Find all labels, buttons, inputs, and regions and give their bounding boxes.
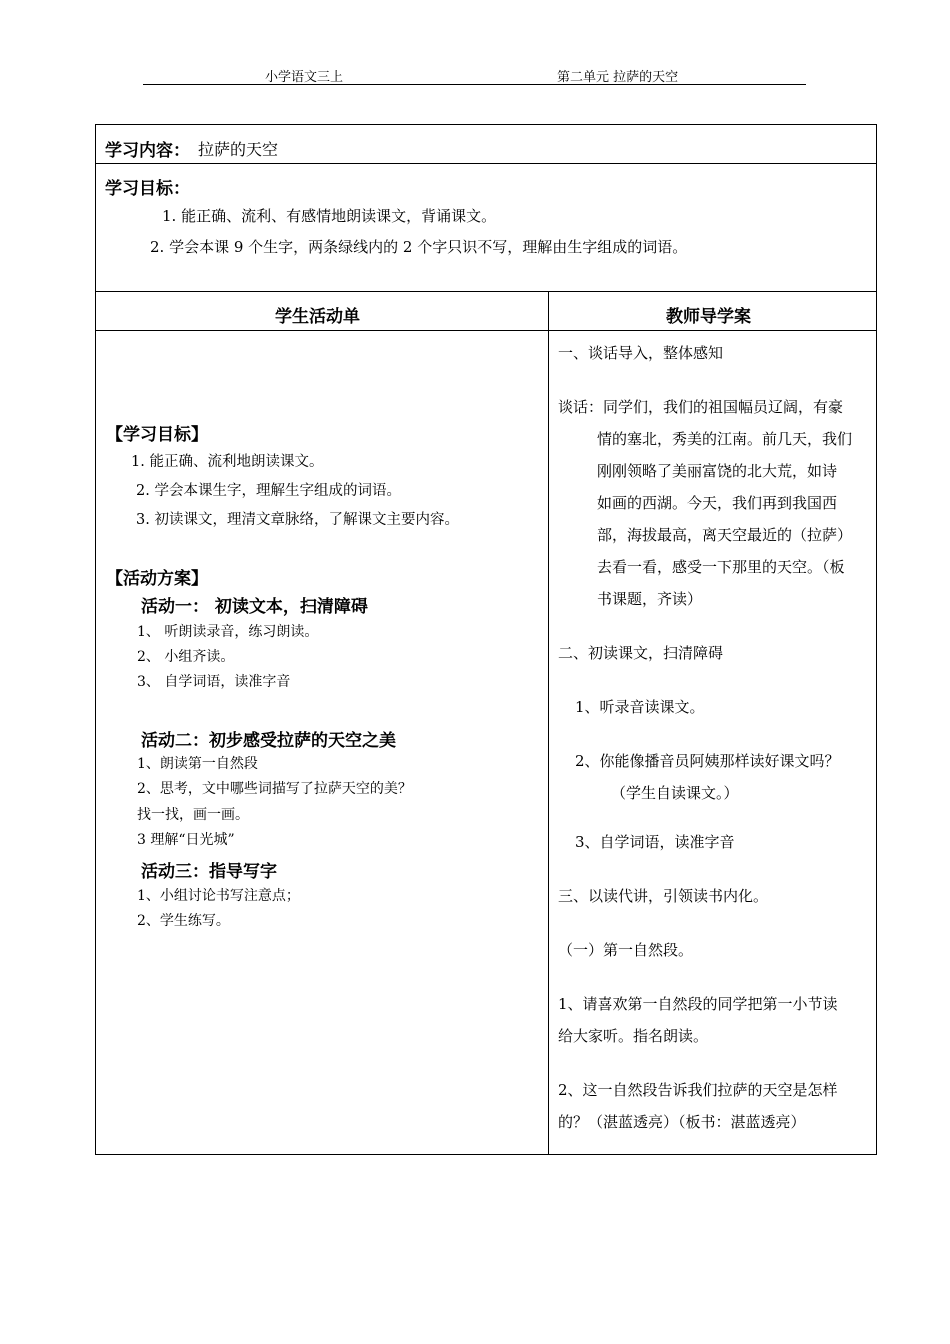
activity3-title: 活动三：指导写字 [141,862,277,882]
teacher-line: 三、以读代讲，引领读书内化。 [558,887,769,905]
header-rule [143,84,806,85]
teacher-line: 二、初读课文，扫清障碍 [558,644,724,662]
content-value: 拉萨的天空 [198,140,279,159]
teacher-line: 如画的西湖。今天，我们再到我国西 [597,494,838,512]
student-goal-item: 2. 学会本课生字，理解生字组成的词语。 [136,483,401,499]
header-right: 第二单元 拉萨的天空 [557,70,679,85]
goals-label: 学习目标： [105,179,190,199]
activity1-item: 2、 小组齐读。 [137,649,235,665]
teacher-line: 情的塞北，秀美的江南。前几天，我们 [597,430,853,448]
header-left: 小学语文三上 [265,70,344,85]
student-column-title: 学生活动单 [275,307,360,327]
activity2-item: 1、朗读第一自然段 [137,756,258,772]
activity2-item: 找一找，画一画。 [137,807,249,823]
goal-item: 2. 学会本课 9 个生字，两条绿线内的 2 个字只识不写，理解由生字组成的词语。 [150,238,688,256]
activity1-item: 3、 自学词语，读准字音 [137,674,291,690]
goal-item: 1. 能正确、流利、有感情地朗读课文，背诵课文。 [162,207,497,225]
student-goals-heading: 【学习目标】 [106,425,208,445]
activity3-item: 1、小组讨论书写注意点； [137,888,300,904]
activity3-item: 2、学生练写。 [137,913,230,929]
activity1-title: 活动一： 初读文本，扫清障碍 [141,597,368,617]
goals-row [95,163,877,292]
teacher-line: （一）第一自然段。 [558,941,694,959]
teacher-line: 2、你能像播音员阿姨那样读好课文吗？ [575,752,840,770]
teacher-line: 的？（湛蓝透亮）（板书：湛蓝透亮） [558,1113,806,1131]
teacher-column-title: 教师导学案 [666,307,751,327]
teacher-line: 一、谈话导入，整体感知 [558,344,724,362]
activity2-item: 3 理解“日光城” [137,832,235,848]
teacher-line: 2、这一自然段告诉我们拉萨的天空是怎样 [558,1081,838,1099]
activity2-title: 活动二：初步感受拉萨的天空之美 [141,731,396,751]
teacher-line: 部，海拔最高，离天空最近的（拉萨） [597,526,853,544]
activity2-item: 2、思考，文中哪些词描写了拉萨天空的美？ [137,781,412,797]
teacher-line: （学生自读课文。） [611,784,739,802]
teacher-line: 去看一看，感受一下那里的天空。（板 [597,558,845,576]
content-label: 学习内容： [105,141,190,161]
student-goal-item: 3. 初读课文，理清文章脉络，了解课文主要内容。 [136,512,459,528]
teacher-line: 书课题，齐读） [597,590,703,608]
teacher-line: 1、请喜欢第一自然段的同学把第一小节读 [558,995,838,1013]
student-goal-item: 1. 能正确、流利地朗读课文。 [131,454,324,470]
activity1-item: 1、 听朗读录音，练习朗读。 [137,624,319,640]
teacher-line: 刚刚领略了美丽富饶的北大荒，如诗 [597,462,838,480]
teacher-line: 谈话：同学们，我们的祖国幅员辽阔，有豪 [558,398,844,416]
student-plan-heading: 【活动方案】 [106,569,208,589]
teacher-line: 3、自学词语，读准字音 [575,833,735,851]
teacher-line: 1、听录音读课文。 [575,698,705,716]
teacher-line: 给大家听。指名朗读。 [558,1027,709,1045]
